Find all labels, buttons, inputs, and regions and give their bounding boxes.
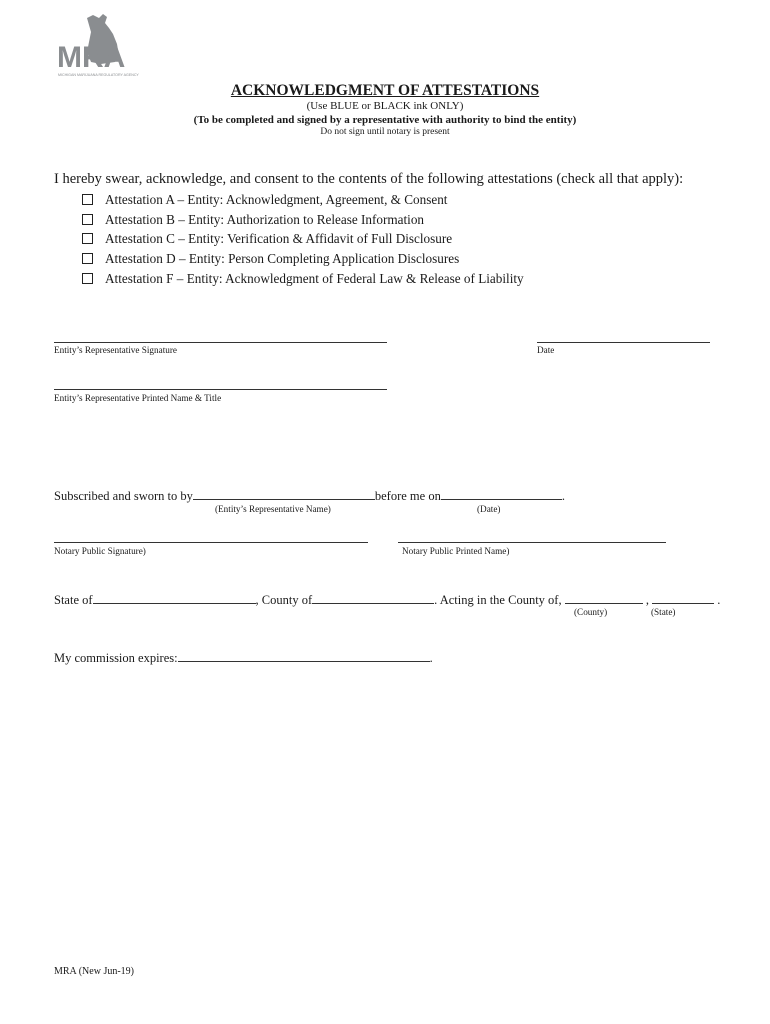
attestation-item[interactable] (82, 190, 524, 210)
signer-note: (To be completed and signed by a representative with authority to bind the entity) (193, 114, 577, 126)
acting-state-blank[interactable] (652, 592, 714, 604)
subscribed-line (54, 488, 565, 504)
logo-tagline: MICHIGAN MARIJUANA REGULATORY AGENCY (58, 73, 139, 77)
ink-note: (Use BLUE or BLACK ink ONLY) (306, 100, 464, 112)
county-prefix: , County of (255, 593, 313, 607)
attestation-label: Attestation B – Entity: Authorization to Release Information (105, 211, 425, 227)
subscribed-prefix: Subscribed and sworn to by (54, 489, 193, 503)
attestation-item[interactable] (82, 269, 524, 289)
intro-statement: I hereby swear, acknowledge, and consent to the contents of the following attestations (check all that apply): (54, 171, 684, 187)
notary-printed-label: Notary Public Printed Name) (402, 546, 510, 556)
checkbox[interactable] (82, 273, 93, 284)
notary-note: Do not sign until notary is present (320, 127, 450, 137)
jurisdiction-line (54, 592, 720, 608)
state-caption: (State) (651, 607, 676, 617)
logo-wordmark: MRA (57, 41, 126, 74)
attestation-item[interactable] (82, 210, 524, 230)
checkbox[interactable] (82, 233, 93, 244)
attestation-label: Attestation C – Entity: Verification & Affidavit of Full Disclosure (105, 231, 453, 247)
commission-line (54, 650, 433, 666)
mra-logo (57, 12, 143, 82)
notary-signature-line[interactable] (54, 542, 368, 543)
notary-printed-line[interactable] (398, 542, 666, 543)
before-me-text: before me on (374, 489, 441, 503)
county-caption: (County) (574, 607, 608, 617)
rep-name-caption: (Entity’s Representative Name) (215, 504, 331, 514)
rep-signature-label: Entity’s Representative Signature (54, 345, 177, 355)
rep-signature-line[interactable] (54, 342, 387, 343)
acting-county-blank[interactable] (565, 592, 643, 604)
commission-blank[interactable] (178, 650, 430, 662)
attestation-item[interactable] (82, 229, 524, 249)
period: . (561, 489, 565, 503)
attestation-label: Attestation F – Entity: Acknowledgment of Federal Law & Release of Liability (105, 270, 524, 286)
comma: , (645, 593, 649, 607)
commission-prefix: My commission expires: (54, 651, 178, 665)
sworn-date-caption: (Date) (477, 504, 501, 514)
attestation-item[interactable] (82, 249, 524, 269)
rep-name-blank[interactable] (193, 488, 375, 500)
attestation-label: Attestation D – Entity: Person Completing Application Disclosures (105, 251, 460, 267)
end-period: . (717, 593, 721, 607)
notary-signature-label: Notary Public Signature) (54, 546, 146, 556)
form-version: MRA (New Jun-19) (54, 966, 134, 977)
checkbox[interactable] (82, 194, 93, 205)
printed-name-label: Entity’s Representative Printed Name & Title (54, 393, 222, 403)
attestation-list (82, 190, 524, 288)
state-blank[interactable] (93, 592, 256, 604)
date-label: Date (537, 345, 555, 355)
printed-name-line[interactable] (54, 389, 387, 390)
county-blank[interactable] (312, 592, 434, 604)
date-line[interactable] (537, 342, 710, 343)
attestation-label: Attestation A – Entity: Acknowledgment, Agreement, & Consent (105, 192, 448, 207)
checkbox[interactable] (82, 253, 93, 264)
state-prefix: State of (54, 593, 93, 607)
acting-prefix: . Acting in the County of, (434, 593, 562, 607)
sworn-date-blank[interactable] (441, 488, 562, 500)
checkbox[interactable] (82, 214, 93, 225)
document-title: ACKNOWLEDGMENT OF ATTESTATIONS (230, 82, 540, 99)
commission-period: . (429, 651, 433, 665)
